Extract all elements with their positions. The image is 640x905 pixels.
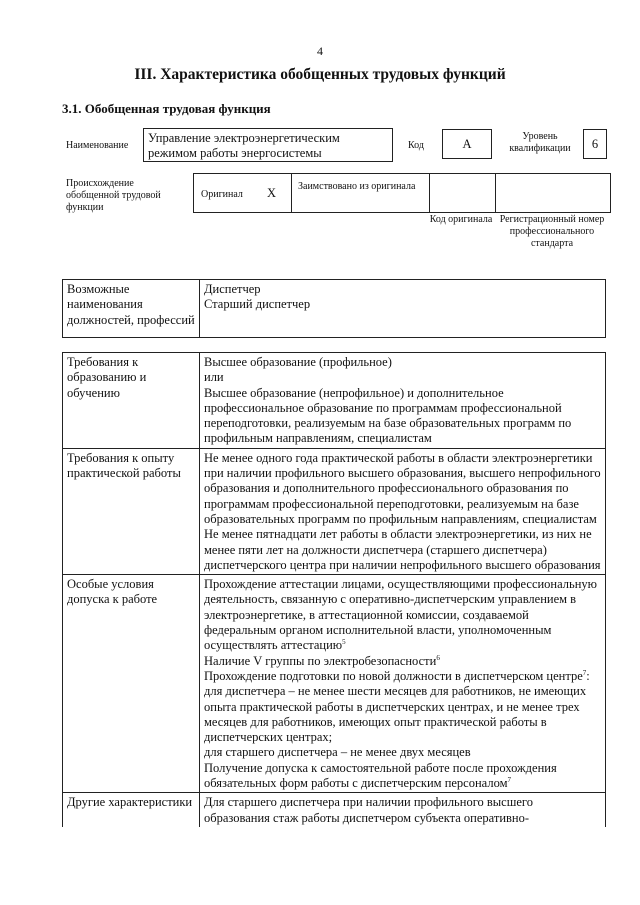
- paragraph: Прохождение аттестации лицами, осуществляющими профессиональную деятельность, связанную с оперативно-диспетчерским управлением в электроэнергетике, в аттестационной комиссии, создаваемой федеральным органом исполнительной власти, уполномоченным осуществлять аттестацию$^5$: [204, 577, 597, 653]
- paragraph: Получение допуска к самостоятельной работе после прохождения обязательных форм работы с диспетчерским персоналом$^7$: [204, 760, 557, 791]
- level-label: Уровень квалификации: [509, 131, 571, 154]
- other-label: Другие характеристики: [63, 793, 200, 827]
- footnote-mark: 5: [342, 638, 346, 647]
- original-label: Оригинал: [201, 189, 243, 200]
- positions-table: [62, 279, 606, 338]
- paragraph: Не менее пятнадцати лет работы в области электроэнергетики, из них не менее пяти лет на должности диспетчера (старшего диспетчера) диспетчерского центра при наличии непрофильного высшего образования: [204, 527, 601, 572]
- experience-cell: [200, 448, 606, 574]
- footnote-mark: 7: [507, 775, 511, 784]
- table-row: [63, 353, 606, 449]
- origin-divider: [495, 174, 496, 212]
- origin-box: [193, 173, 611, 213]
- education-cell: [200, 353, 606, 449]
- paragraph: Для старшего диспетчера при наличии профильного высшего образования стаж работы диспетчером субъекта оперативно-: [204, 795, 533, 825]
- paragraph: для диспетчера – не менее шести месяцев для работников, не имеющих опыта практической работы в диспетчерских центрах, и не менее трех месяцев для работников, имеющих опыт практической работы в диспетчерских центрах;: [204, 684, 587, 745]
- education-label: Требования к образованию и обучению: [63, 353, 200, 449]
- footnote-mark: 7: [582, 668, 587, 677]
- footnote-mark: 6: [436, 653, 440, 662]
- level-value: 6: [583, 129, 607, 159]
- table-row: [63, 793, 606, 827]
- name-value: Управление электроэнергетическим режимом работы энергосистемы: [143, 128, 393, 162]
- code-label: Код: [408, 140, 424, 151]
- origin-divider: [429, 174, 430, 212]
- code-value: A: [442, 129, 492, 159]
- positions-label: Возможные наименования должностей, профессий: [63, 280, 200, 338]
- table-row: [63, 280, 606, 338]
- paragraph: или: [204, 370, 224, 385]
- page-number: 4: [317, 44, 323, 58]
- origin-divider: [291, 174, 292, 212]
- name-label: Наименование: [66, 140, 129, 151]
- experience-label: Требования к опыту практической работы: [63, 448, 200, 574]
- original-mark: X: [267, 186, 277, 200]
- table-row: [63, 575, 606, 793]
- code-original-caption: Код оригинала: [429, 214, 493, 225]
- position-item: Старший диспетчер: [204, 297, 311, 312]
- position-item: Диспетчер: [204, 282, 261, 296]
- paragraph: Высшее образование (профильное): [204, 355, 392, 369]
- sub-title: 3.1. Обобщенная трудовая функция: [62, 101, 271, 116]
- requirements-table: [62, 352, 606, 827]
- paragraph: Высшее образование (непрофильное) и дополнительное профессиональное образование по программам профессиональной переподготовки, реализуемым на базе образовательных программ по профильным направлениям, специалистам: [204, 385, 572, 446]
- borrowed-label: Заимствовано из оригинала: [298, 181, 416, 192]
- positions-cell: [200, 280, 606, 338]
- reg-number-caption: Регистрационный номер профессионального стандарта: [499, 214, 605, 249]
- paragraph: Не менее одного года практической работы в области электроэнергетики при наличии профильного высшего образования, высшего непрофильного образования и дополнительного профессионального образования по программам профессиональной переподготовки, реализуемым на базе образовательных программ по профильным направлениям, специалистам: [204, 450, 601, 526]
- other-cell: [200, 793, 606, 827]
- origin-label: Происхождение обобщенной трудовой функции: [66, 178, 161, 213]
- section-title: III. Характеристика обобщенных трудовых функций: [134, 66, 506, 83]
- table-row: [63, 448, 606, 574]
- paragraph: Прохождение подготовки по новой должности в диспетчерском центре$^7$:: [204, 668, 590, 683]
- paragraph: Наличие V группы по электробезопасности$^6$: [204, 653, 440, 668]
- admission-cell: [200, 575, 606, 793]
- admission-label: Особые условия допуска к работе: [63, 575, 200, 793]
- paragraph: для старшего диспетчера – не менее двух месяцев: [204, 745, 471, 760]
